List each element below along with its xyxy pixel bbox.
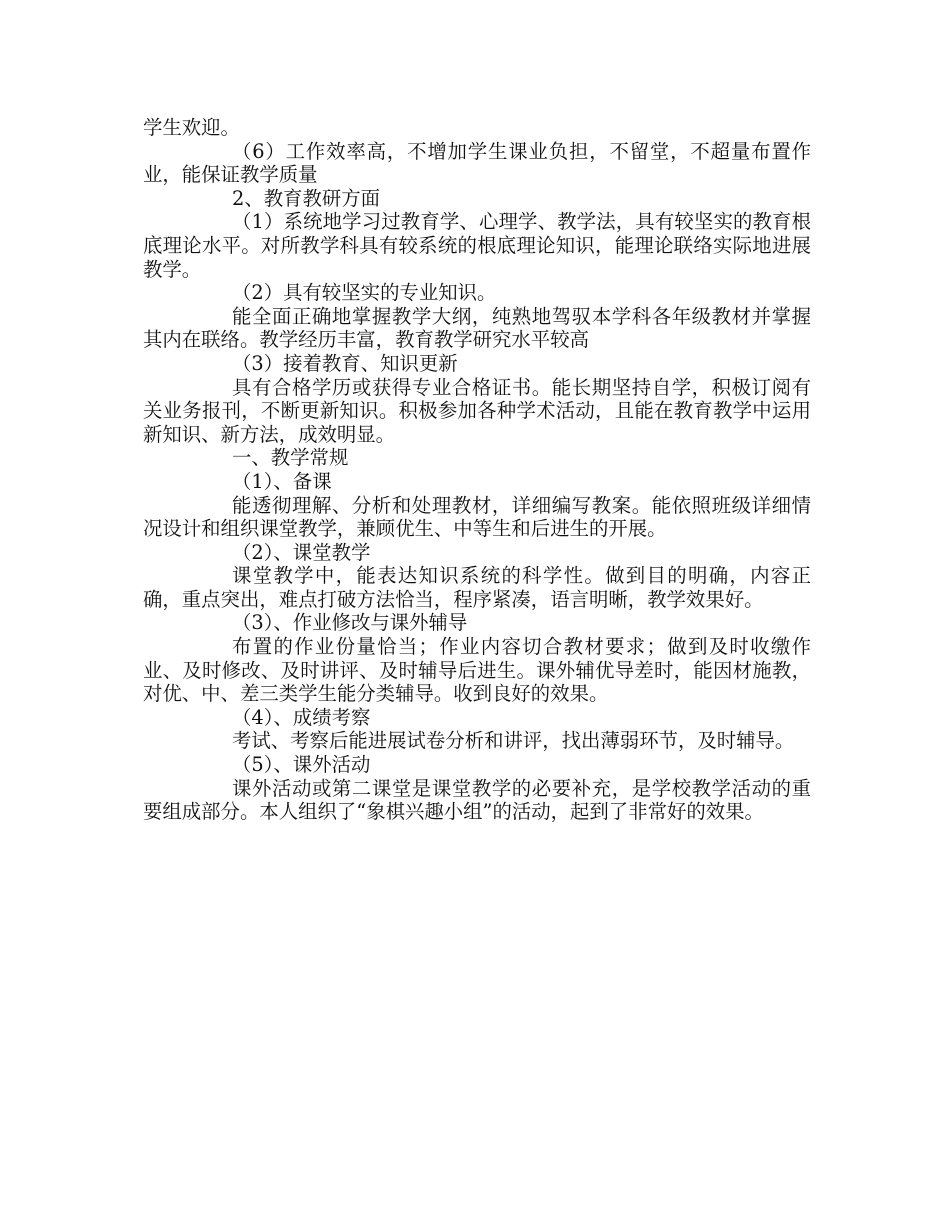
paragraph: （3）接着教育、知识更新 — [232, 351, 458, 375]
paragraph: （6）工作效率高，不增加学生课业负担，不留堂，不超量布置作业，能保证教学质量 — [143, 139, 811, 187]
subsection-heading: （1）、备课 — [232, 469, 332, 493]
subsection-heading: （3）、作业修改与课外辅导 — [232, 611, 468, 635]
section-heading: 2、教育教研方面 — [232, 186, 381, 210]
paragraph: 布置的作业份量恰当；作业内容切合教材要求；做到及时收缴作业、及时修改、及时讲评、及时辅导后进生。课外辅优导差时，能因材施教，对优、中、差三类学生能分类辅导。收到良好的效果。 — [143, 635, 811, 706]
document-body — [143, 116, 811, 824]
subsection-heading: （2）、课堂教学 — [232, 540, 371, 564]
paragraph: 考试、考察后能进展试卷分析和讲评，找出薄弱环节，及时辅导。 — [232, 729, 795, 753]
paragraph: 能透彻理解、分析和处理教材，详细编写教案。能依照班级详细情况设计和组织课堂教学，兼顾优生、中等生和后进生的开展。 — [143, 493, 811, 541]
paragraph: 课外活动或第二课堂是课堂教学的必要补充，是学校教学活动的重要组成部分。本人组织了“象棋兴趣小组”的活动，起到了非常好的效果。 — [143, 776, 811, 824]
paragraph: 课堂教学中，能表达知识系统的科学性。做到目的明确，内容正确，重点突出，难点打破方法恰当，程序紧凑，语言明晰，教学效果好。 — [143, 564, 811, 611]
subsection-heading: （4）、成绩考察 — [232, 705, 371, 729]
subsection-heading: （5）、课外活动 — [232, 753, 371, 777]
paragraph: 具有合格学历或获得专业合格证书。能长期坚持自学，积极订阅有关业务报刊，不断更新知识。积极参加各种学术活动，且能在教育教学中运用新知识、新方法，成效明显。 — [143, 375, 811, 446]
paragraph: 学生欢迎。 — [143, 116, 240, 139]
paragraph: （2）具有较坚实的专业知识。 — [232, 281, 497, 305]
paragraph: （1）系统地学习过教育学、心理学、教学法，具有较坚实的教育根底理论水平。对所教学科具有较系统的根底理论知识，能理论联络实际地进展教学。 — [143, 210, 811, 281]
section-heading: 一、教学常规 — [232, 446, 349, 470]
paragraph: 能全面正确地掌握教学大纲，纯熟地驾驭本学科各年级教材并掌握其内在联络。教学经历丰富，教育教学研究水平较高 — [143, 304, 811, 352]
